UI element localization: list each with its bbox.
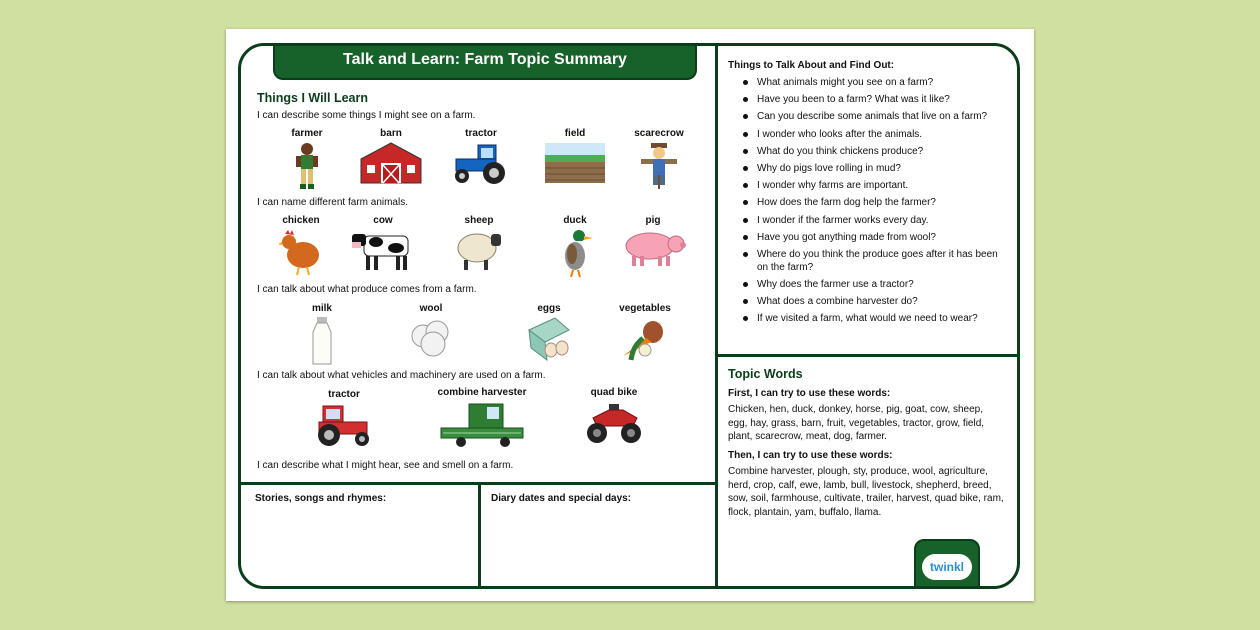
column-divider [715,46,718,586]
red-tractor-icon [313,402,375,448]
scarecrow-picture [616,128,702,191]
eggs-label: eggs [537,303,561,314]
wool-icon [407,316,455,360]
field-icon [544,141,606,185]
question-item: What animals might you see on a farm? [741,76,1011,89]
worksheet [226,29,1034,601]
chicken-icon [279,228,323,276]
question-item: How does the farm dog help the farmer? [741,196,1011,209]
question-item: I wonder who looks after the animals. [741,128,1011,141]
cow-label: cow [373,215,393,226]
learn-statement-3: I can talk about what produce comes from a farm. [257,284,477,295]
question-item: I wonder if the farmer works every day. [741,214,1011,227]
question-item: Why does the farmer use a tractor? [741,278,1011,291]
chicken-picture [258,215,344,276]
learn-statement-4: I can talk about what vehicles and machinery are used on a farm. [257,370,546,381]
tractor-2-label: tractor [328,389,360,400]
talk-heading: Things to Talk About and Find Out: [728,60,895,71]
milk-label: milk [311,303,332,314]
duck-label: duck [563,215,587,226]
quad-bike-picture [571,387,657,446]
question-item: What do you think chickens produce? [741,145,1011,158]
question-item: Why do pigs love rolling in mud? [741,162,1011,175]
cow-icon [350,228,416,272]
question-item: Where do you think the produce goes after it has been on the farm? [741,248,1011,274]
farmer-label: farmer [291,128,323,139]
combine-harvester-label: combine harvester [437,387,527,398]
diary-label: Diary dates and special days: [491,493,632,504]
pig-label: pig [645,215,661,226]
bottom-box-divider [478,483,481,589]
pig-icon [620,228,686,268]
wool-picture [388,303,474,360]
learn-statement-5: I can describe what I might hear, see and smell on a farm. [257,460,514,471]
barn-label: barn [380,128,402,139]
milk-icon [310,316,334,366]
milk-picture [279,303,365,366]
farmer-icon [292,141,322,191]
tractor-picture [438,128,524,185]
stories-label: Stories, songs and rhymes: [255,493,387,504]
field-label: field [564,128,586,139]
first-words-label: First, I can try to use these words: [728,388,891,399]
pig-picture [610,215,696,268]
vegetables-picture [602,303,688,362]
questions-list [741,76,1011,330]
sheep-icon [455,228,503,272]
vegetables-icon [621,316,669,362]
question-item: I wonder why farms are important. [741,179,1011,192]
vegetables-label: vegetables [619,303,671,314]
wool-label: wool [419,303,443,314]
question-item: What does a combine harvester do? [741,295,1011,308]
eggs-picture [506,303,592,362]
worksheet-frame [238,43,1020,589]
learn-statement-1: I can describe some things I might see on a farm. [257,110,476,121]
twinkl-logo [914,539,980,589]
combine-harvester-icon [439,400,525,448]
field-picture [532,128,618,185]
sheep-picture [436,215,522,272]
cow-picture [340,215,426,272]
chicken-label: chicken [282,215,320,226]
sheep-label: sheep [464,215,494,226]
learn-heading: Things I Will Learn [257,91,369,105]
first-words: Chicken, hen, duck, donkey, horse, pig, goat, cow, sheep, egg, hay, grass, barn, fruit, vegetables, tractor, grow, field, plant, scarecrow, meat, dog, farmer. [728,404,985,442]
page-title: Talk and Learn: Farm Topic Summary [273,43,697,80]
barn-picture [348,128,434,185]
right-column-divider [717,354,1017,357]
question-item: Can you describe some animals that live on a farm? [741,110,1011,123]
tractor-icon [450,141,512,185]
combine-harvester-picture [427,387,537,448]
farmer-picture [264,128,350,191]
question-item: Have you got anything made from wool? [741,231,1011,244]
then-words: Combine harvester, plough, sty, produce, wool, agriculture, herd, crop, calf, ewe, lamb, bull, livestock, shepherd, breed, sow, soil, farmhouse, cultivate, trailer, harvest, quad bike, ram, flock, plantain, yam, buffalo, llama. [728,466,1004,518]
duck-picture [532,215,618,278]
quad-bike-icon [583,400,645,446]
tractor-label: tractor [465,128,497,139]
question-item: Have you been to a farm? What was it like? [741,93,1011,106]
twinkl-logo-text: twinkl [922,554,972,580]
learn-statement-2: I can name different farm animals. [257,197,408,208]
then-words-label: Then, I can try to use these words: [728,450,893,461]
question-item: If we visited a farm, what would we need to wear? [741,312,1011,325]
eggs-icon [525,316,573,362]
barn-icon [359,141,423,185]
scarecrow-icon [639,141,679,191]
duck-icon [555,228,595,278]
quad-bike-label: quad bike [590,387,638,398]
topic-heading: Topic Words [728,367,803,381]
scarecrow-label: scarecrow [634,128,684,139]
tractor-2-picture [301,389,387,448]
